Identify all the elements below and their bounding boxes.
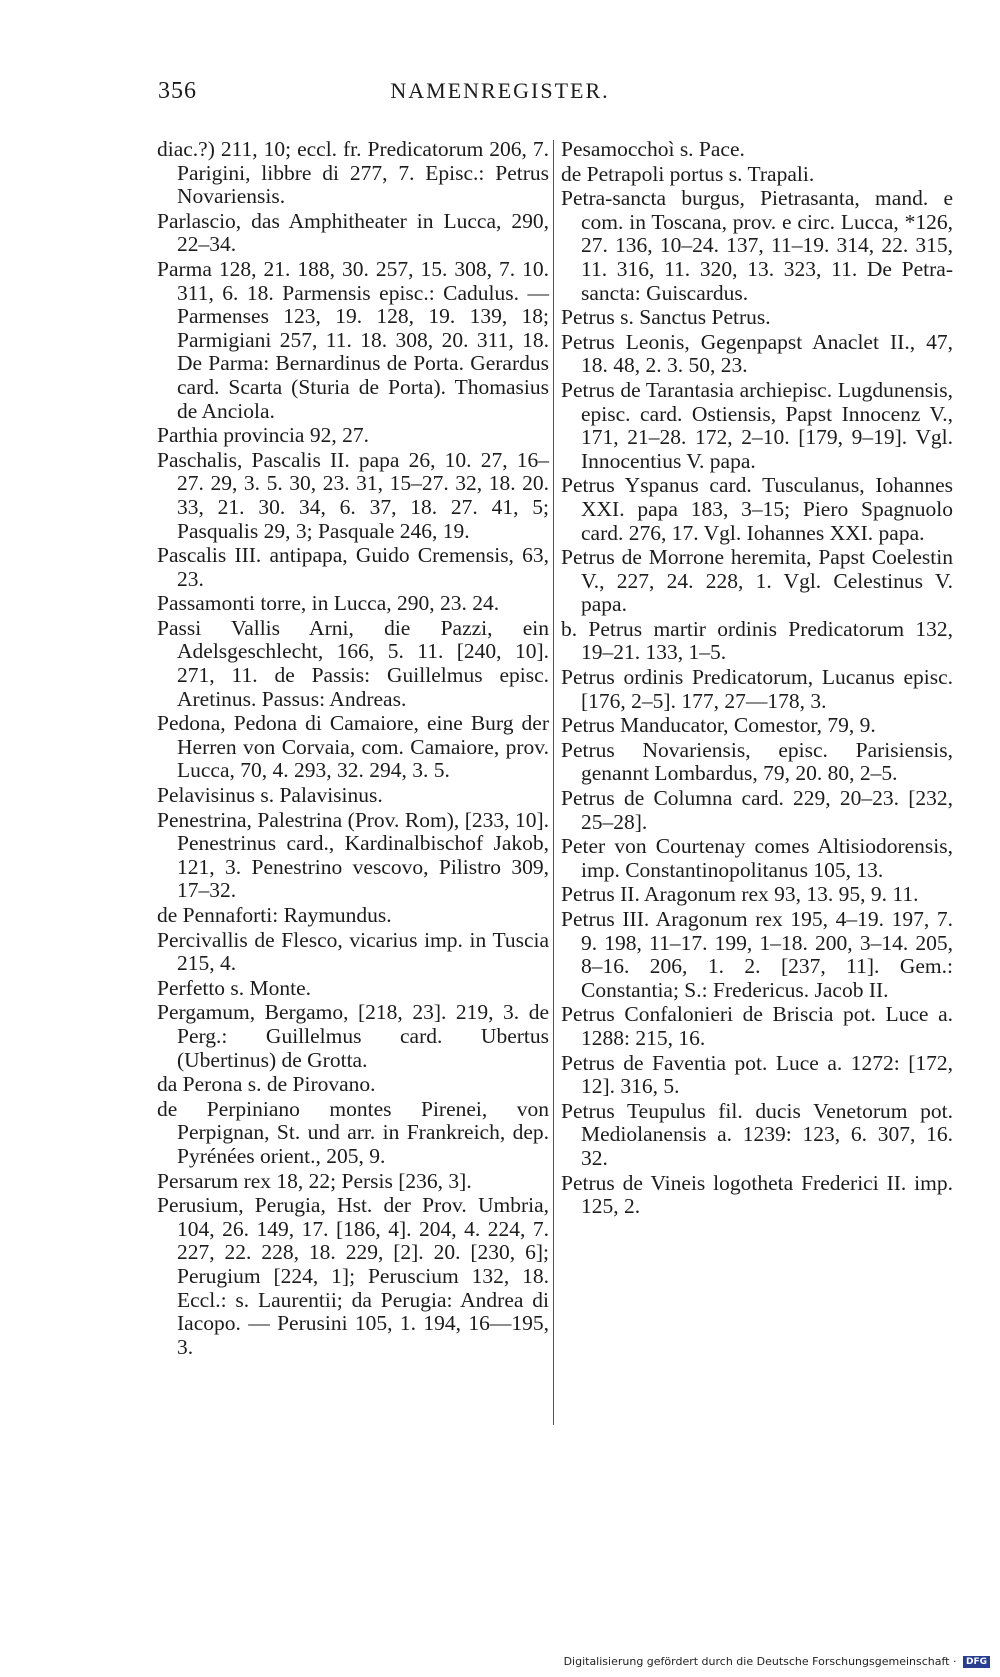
index-entry: Petrus ordinis Predicatorum, Lucanus episc. [176, 2–5]. 177, 27—178, 3. (561, 665, 953, 713)
index-entry: Passamonti torre, in Lucca, 290, 23. 24. (157, 591, 500, 616)
index-entry: Percivallis de Flesco, vicarius imp. in Tuscia 215, 4. (157, 927, 549, 976)
left-column (157, 138, 549, 1360)
index-entry: Peter von Courtenay comes Altisiodorensis, imp. Constantinopolitanus 105, 13. (561, 834, 953, 882)
index-entry: Petrus Leonis, Gegenpapst Anaclet II., 47, 18. 48, 2. 3. 50, 23. (561, 329, 953, 378)
index-entry: de Pennaforti: Raymundus. (157, 903, 392, 927)
index-entry: Parlascio, das Amphitheater in Lucca, 290, 22–34. (157, 208, 549, 257)
footer-text: Digitalisierung gefördert durch die Deutsche Forschungsgemeinschaft · (563, 1655, 957, 1668)
index-entry: Petrus de Tarantasia archiepisc. Lugdunensis, episc. card. Ostiensis, Papst Innocenz V., 171, 21–28. 172, 2–10. [179, 9–19]. Vgl. Innocentius V. papa. (561, 377, 953, 473)
index-entry: da Perona s. de Pirovano. (157, 1072, 376, 1097)
digitization-footer (564, 1655, 990, 1668)
index-entry: Perusium, Perugia, Hst. der Prov. Umbria, 104, 26. 149, 17. [186, 4]. 204, 4. 224, 7. 227, 22. 228, 18. 229, [2]. 20. [230, 6]; Perugium [224, 1]; Peruscium 132, 18. Eccl.: s. Laurentii; da Perugia: Andrea di Iacopo. — Perusini 105, 1. 194, 16—195, 3. (157, 1193, 549, 1359)
index-entry: b. Petrus martir ordinis Predicatorum 132, 19–21. 133, 1–5. (561, 616, 953, 665)
index-entry: Pergamum, Bergamo, [218, 23]. 219, 3. de Perg.: Guillelmus card. Ubertus (Ubertinus) de Grotta. (157, 1000, 549, 1072)
dfg-logo-icon: DFG (963, 1656, 990, 1668)
right-column (561, 138, 953, 1220)
index-entry: Pelavisinus s. Palavisinus. (157, 783, 383, 808)
index-entry: Petrus Manducator, Comestor, 79, 9. (561, 713, 876, 738)
index-entry: Perfetto s. Monte. (157, 975, 312, 1000)
index-entry: Petrus Confalonieri de Briscia pot. Luce a. 1288: 215, 16. (561, 1002, 953, 1050)
index-entry: Petrus Yspanus card. Tusculanus, Iohannes XXI. papa 183, 3–15; Piero Spagnuolo card. 276, 17. Vgl. Iohannes XXI. papa. (561, 473, 953, 545)
index-entry: Pedona, Pedona di Camaiore, eine Burg der Herren von Corvaia, com. Camaiore, prov. Lucca, 70, 4. 293, 32. 294, 3. 5. (157, 711, 549, 783)
index-entry: Petra-sancta burgus, Pietrasanta, mand. e com. in Toscana, prov. e circ. Lucca, *126, 27. 136, 10–24. 137, 11–19. 314, 22. 315, 11. 316, 11. 320, 13. 323, 11. De Petra-sancta: Guiscardus. (561, 186, 953, 305)
index-entry: Petrus III. Aragonum rex 195, 4–19. 197, 7. 9. 198, 11–17. 199, 1–18. 200, 3–14. 205, 8–16. 206, 1. 2. [237, 11]. Gem.: Constantia; S.: Fredericus. Jacob II. (561, 907, 953, 1002)
index-entry: Parma 128, 21. 188, 30. 257, 15. 308, 7. 10. 311, 6. 18. Parmensis episc.: Cadulus. — Parmenses 123, 19. 128, 19. 139, 18; Parmigiani 257, 11. 18. 308, 20. 311, 18. De Parma: Bernardinus de Porta. Gerardus card. Scarta (Sturia de Porta). Thomasius de Anciola. (157, 256, 549, 423)
index-entry: Paschalis, Pascalis II. papa 26, 10. 27, 16–27. 29, 3. 5. 30, 23. 31, 15–27. 32, 18. 20. 33, 21. 30. 34, 6. 37, 18. 27. 41, 5; Pasqualis 29, 3; Pasquale 246, 19. (157, 447, 549, 543)
page-number: 356 (158, 78, 197, 104)
index-entry: Petrus Teupulus fil. ducis Venetorum pot. Mediolanensis a. 1239: 123, 6. 307, 16. 32. (561, 1098, 953, 1170)
index-entry: Petrus s. Sanctus Petrus. (561, 305, 771, 330)
index-entry: Persarum rex 18, 22; Persis [236, 3]. (157, 1168, 472, 1193)
index-entry: Petrus II. Aragonum rex 93, 13. 95, 9. 11. (561, 882, 919, 907)
index-entry: de Perpiniano montes Pirenei, von Perpignan, St. und arr. in Frankreich, dep. Pyrénées orient., 205, 9. (157, 1096, 549, 1168)
index-entry: Penestrina, Palestrina (Prov. Rom), [233, 10]. Penestrinus card., Kardinalbischof Jakob, 121, 3. Penestrino vescovo, Pilistro 309, 17–32. (157, 807, 549, 903)
index-entry: Pascalis III. antipapa, Guido Cremensis, 63, 23. (157, 543, 549, 591)
index-entry: Petrus de Vineis logotheta Frederici II. imp. 125, 2. (561, 1170, 953, 1219)
index-entry: diac.?) 211, 10; eccl. fr. Predicatorum 206, 7. Parigini, libbre di 277, 7. Episc.: Petrus Novariensis. (157, 137, 549, 209)
index-entry: Passi Vallis Arni, die Pazzi, ein Adelsgeschlecht, 166, 5. 11. [240, 10]. 271, 11. de Passis: Guillelmus episc. Aretinus. Passus: Andreas. (157, 615, 549, 711)
index-entry: Parthia provincia 92, 27. (157, 423, 369, 448)
running-head: NAMENREGISTER. (390, 78, 610, 103)
index-entry: Petrus de Columna card. 229, 20–23. [232, 25–28]. (561, 786, 953, 834)
index-entry: Petrus de Faventia pot. Luce a. 1272: [172, 12]. 316, 5. (561, 1050, 953, 1099)
index-entry: Petrus de Morrone heremita, Papst Coelestin V., 227, 24. 228, 1. Vgl. Celestinus V. papa. (561, 545, 953, 617)
index-entry: Pesamocchoì s. Pace. (561, 137, 745, 161)
column-divider (553, 140, 554, 1425)
index-entry: Petrus Novariensis, episc. Parisiensis, genannt Lombardus, 79, 20. 80, 2–5. (561, 737, 953, 786)
index-entry: de Petrapoli portus s. Trapali. (561, 161, 815, 186)
